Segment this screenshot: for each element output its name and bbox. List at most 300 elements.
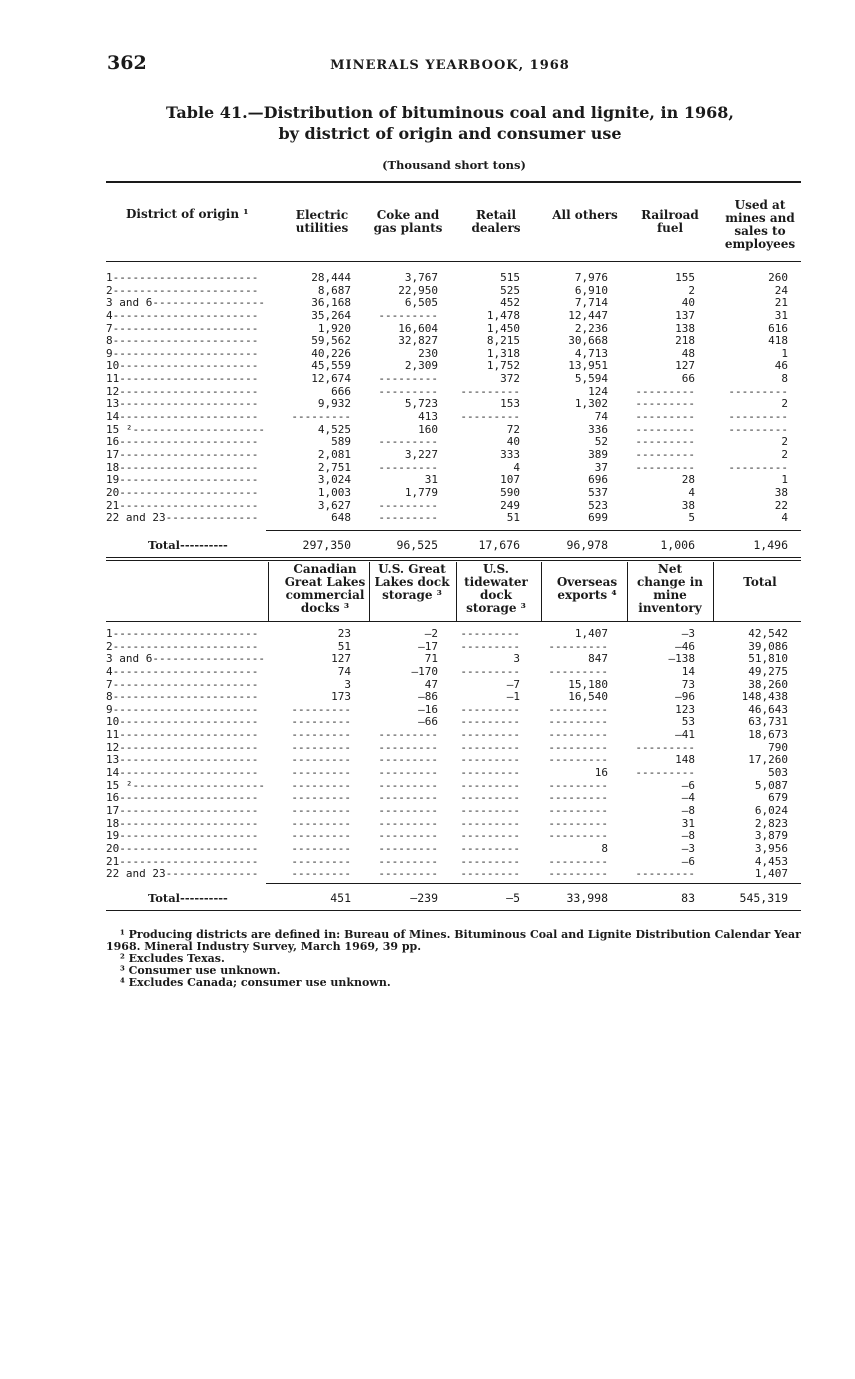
bottom-cell: —2 — [424, 627, 438, 640]
top-cell: 8 — [781, 372, 788, 386]
total-cell: 33,998 — [566, 891, 608, 905]
top-cell: 74 — [594, 410, 608, 424]
total-cell: —239 — [410, 891, 438, 905]
total-cell: —5 — [506, 891, 520, 905]
bottom-cell: 679 — [768, 791, 788, 805]
top-cell: 59,562 — [311, 334, 351, 348]
row-label: 22 and 23-------------- — [106, 868, 259, 881]
top-header-rule — [106, 261, 801, 262]
bottom-cell: --------- — [460, 816, 520, 830]
top-cell: --------- — [635, 447, 695, 461]
top-cell: --------- — [728, 384, 788, 398]
top-cell: --------- — [378, 372, 438, 386]
bottom-cell: --------- — [378, 778, 438, 792]
table-row — [106, 373, 801, 386]
footnote-3: ³ Consumer use unknown. — [120, 964, 281, 977]
bottom-cell: —66 — [418, 715, 438, 729]
table-row — [106, 436, 801, 449]
bottom-cell: 49,275 — [748, 664, 788, 678]
bottom-cell: --------- — [548, 740, 608, 754]
bottom-cell: --------- — [460, 854, 520, 868]
row-label: 11--------------------- — [106, 729, 259, 742]
row-label: 3 and 6----------------- — [106, 297, 265, 310]
row-label: 13--------------------- — [106, 754, 259, 767]
top-cell: 31 — [424, 473, 438, 487]
top-cell: 40 — [681, 296, 695, 310]
top-cell: --------- — [378, 384, 438, 398]
top-cell: 1,302 — [574, 397, 608, 411]
top-cell: 333 — [500, 447, 520, 461]
bottom-cell: --------- — [291, 740, 351, 754]
table-row — [106, 716, 801, 729]
bottom-cell: 4,453 — [754, 854, 788, 868]
col-header-coke-gas: Coke and gas plants — [373, 208, 443, 235]
bottom-cell: --------- — [460, 766, 520, 780]
table-row — [106, 424, 801, 437]
top-cell: --------- — [460, 384, 520, 398]
bottom-cell: --------- — [291, 778, 351, 792]
top-cell: 525 — [500, 283, 520, 297]
row-label: 14--------------------- — [106, 767, 259, 780]
bottom-cell: 73 — [681, 677, 695, 691]
top-cell: --------- — [378, 308, 438, 322]
top-cell: 38 — [681, 498, 695, 512]
top-cell: 38 — [774, 485, 788, 499]
bottom-cell: —138 — [668, 652, 695, 666]
row-label: 4---------------------- — [106, 665, 259, 678]
top-cell: 1,920 — [317, 321, 351, 335]
bottom-cell: 3,956 — [754, 841, 788, 855]
top-cell: 249 — [500, 498, 520, 512]
col-header-retail-dealers: Retail dealers — [471, 208, 521, 235]
bottom-cell: 1,407 — [754, 867, 788, 881]
top-cell: --------- — [635, 410, 695, 424]
total-cell: 297,350 — [302, 538, 351, 552]
col-header-railroad-fuel: Railroad fuel — [641, 208, 699, 235]
top-cell: 4 — [781, 511, 788, 525]
bottom-end-rule — [106, 910, 801, 911]
top-cell: 7,714 — [574, 296, 608, 310]
top-cell: 8,687 — [317, 283, 351, 297]
bottom-cell: —6 — [681, 854, 695, 868]
table-title-line-1: Table 41.—Distribution of bituminous coal and lignite, in 1968, — [166, 103, 734, 122]
row-label: 3 and 6----------------- — [106, 653, 265, 666]
col-header-net-change: Net change in mine inventory — [636, 562, 704, 615]
table-row — [106, 449, 801, 462]
bottom-cell: —86 — [418, 690, 438, 704]
bottom-cell: --------- — [460, 791, 520, 805]
table-row — [106, 628, 801, 641]
bottom-cell: --------- — [635, 867, 695, 881]
bottom-cell: --------- — [291, 803, 351, 817]
bottom-cell: —3 — [681, 841, 695, 855]
table-row — [106, 679, 801, 692]
top-cell: 36,168 — [311, 296, 351, 310]
bottom-table-body — [106, 628, 801, 881]
row-label: 18--------------------- — [106, 817, 259, 830]
top-cell: 230 — [418, 346, 438, 360]
bottom-cell: 38,260 — [748, 677, 788, 691]
page-number: 362 — [107, 52, 147, 74]
col-header-all-others: All others — [552, 208, 618, 222]
table-row — [106, 500, 801, 513]
column-separator — [713, 562, 714, 621]
top-cell: 4 — [688, 485, 695, 499]
top-cell: --------- — [635, 384, 695, 398]
table-row — [106, 792, 801, 805]
bottom-cell: --------- — [378, 728, 438, 742]
row-label: 1---------------------- — [106, 628, 259, 640]
col-header-canadian-docks: Canadian Great Lakes commercial docks ³ — [284, 562, 366, 615]
column-separator — [268, 562, 269, 621]
bottom-cell: --------- — [548, 715, 608, 729]
bottom-cell: --------- — [460, 740, 520, 754]
table-row — [106, 285, 801, 298]
row-label: 16--------------------- — [106, 436, 259, 449]
bottom-cell: 63,731 — [748, 715, 788, 729]
bottom-cell: --------- — [378, 740, 438, 754]
top-cell: --------- — [635, 422, 695, 436]
bottom-cell: 127 — [331, 652, 351, 666]
bottom-cell: --------- — [291, 791, 351, 805]
bottom-cell: 16,540 — [568, 690, 608, 704]
bottom-cell: --------- — [378, 766, 438, 780]
bottom-cell: —7 — [506, 677, 520, 691]
top-cell: 24 — [774, 283, 788, 297]
col-header-total: Total — [743, 575, 777, 589]
table-row — [106, 386, 801, 399]
top-cell: 66 — [681, 372, 695, 386]
table-unit: (Thousand short tons) — [382, 158, 526, 172]
top-cell: 40,226 — [311, 346, 351, 360]
table-row — [106, 856, 801, 869]
bottom-cell: --------- — [460, 753, 520, 767]
top-cell: 51 — [506, 511, 520, 525]
col-header-us-tidewater: U.S. tidewater dock storage ³ — [464, 562, 528, 615]
top-cell: --------- — [378, 511, 438, 525]
top-cell: 537 — [588, 485, 608, 499]
bottom-cell: --------- — [548, 728, 608, 742]
total-cell: 96,525 — [396, 538, 438, 552]
top-cell: 5,723 — [404, 397, 438, 411]
table-row — [106, 297, 801, 310]
column-separator — [456, 562, 457, 621]
bottom-cell: --------- — [460, 803, 520, 817]
bottom-cell: --------- — [548, 778, 608, 792]
table-row — [106, 729, 801, 742]
top-cell: 1,779 — [404, 485, 438, 499]
bottom-cell: --------- — [460, 778, 520, 792]
bottom-cell: 15,180 — [568, 677, 608, 691]
table-row — [106, 335, 801, 348]
top-cell: 22,950 — [398, 283, 438, 297]
top-cell: 523 — [588, 498, 608, 512]
row-label: 18--------------------- — [106, 461, 259, 474]
top-cell: 16,604 — [398, 321, 438, 335]
row-label: 10--------------------- — [106, 360, 259, 373]
bottom-cell: 173 — [331, 690, 351, 704]
bottom-cell: --------- — [378, 753, 438, 767]
bottom-cell: —4 — [681, 791, 695, 805]
row-label: 12--------------------- — [106, 741, 259, 754]
table-row — [106, 666, 801, 679]
bottom-cell: --------- — [378, 791, 438, 805]
bottom-cell: --------- — [548, 791, 608, 805]
row-label: 11--------------------- — [106, 373, 259, 386]
bottom-cell: 17,260 — [748, 753, 788, 767]
col-header-used-at-mines: Used at mines and sales to employees — [724, 198, 796, 251]
total-cell: 1,006 — [660, 538, 695, 552]
col-header-overseas-exports: Overseas exports ⁴ — [556, 575, 618, 602]
top-cell: 3,767 — [404, 271, 438, 284]
bottom-cell: --------- — [460, 829, 520, 843]
bottom-cell: --------- — [635, 766, 695, 780]
row-label: 15 ²-------------------- — [106, 423, 265, 436]
table-row — [106, 411, 801, 424]
table-row — [106, 512, 801, 525]
row-label: 15 ²-------------------- — [106, 779, 265, 792]
bottom-cell: 31 — [681, 816, 695, 830]
top-cell: 124 — [588, 384, 608, 398]
top-cell: 127 — [675, 359, 695, 373]
table-row — [106, 272, 801, 285]
bottom-cell: --------- — [548, 639, 608, 653]
bottom-cell: —3 — [681, 627, 695, 640]
top-cell: --------- — [635, 460, 695, 474]
top-cell: 666 — [331, 384, 351, 398]
table-row — [106, 398, 801, 411]
bottom-cell: --------- — [460, 841, 520, 855]
top-cell: 72 — [506, 422, 520, 436]
bottom-cell: 71 — [424, 652, 438, 666]
top-cell: 648 — [331, 511, 351, 525]
top-cell: 6,910 — [574, 283, 608, 297]
table-row — [106, 704, 801, 717]
bottom-cell: —6 — [681, 778, 695, 792]
table-row — [106, 653, 801, 666]
top-cell: 2,751 — [317, 460, 351, 474]
top-cell: 107 — [500, 473, 520, 487]
top-cell: --------- — [635, 397, 695, 411]
table-row — [106, 360, 801, 373]
row-label: 20--------------------- — [106, 842, 259, 855]
top-cell: 5 — [688, 511, 695, 525]
bottom-cell: —41 — [675, 728, 695, 742]
top-cell: 3,227 — [404, 447, 438, 461]
row-label: 12--------------------- — [106, 385, 259, 398]
row-label: 17--------------------- — [106, 448, 259, 461]
table-row — [106, 843, 801, 856]
top-cell: --------- — [378, 435, 438, 449]
bottom-cell: --------- — [378, 816, 438, 830]
bottom-cell: 3 — [513, 652, 520, 666]
top-total-row — [106, 538, 801, 552]
bottom-cell: 3,879 — [754, 829, 788, 843]
top-cell: 336 — [588, 422, 608, 436]
top-cell: --------- — [728, 460, 788, 474]
bottom-cell: --------- — [460, 639, 520, 653]
table-row — [106, 310, 801, 323]
row-label: 8---------------------- — [106, 335, 259, 348]
table-row — [106, 323, 801, 336]
col-header-us-great-lakes: U.S. Great Lakes dock storage ³ — [374, 562, 450, 602]
bottom-cell: —96 — [675, 690, 695, 704]
top-cell: 5,594 — [574, 372, 608, 386]
bottom-cell: 39,086 — [748, 639, 788, 653]
top-cell: --------- — [378, 498, 438, 512]
total-cell: 451 — [330, 891, 351, 905]
bottom-cell: 123 — [675, 702, 695, 716]
bottom-cell: --------- — [291, 854, 351, 868]
bottom-cell: 46,643 — [748, 702, 788, 716]
table-row — [106, 754, 801, 767]
row-label: 9---------------------- — [106, 347, 259, 360]
running-head: MINERALS YEARBOOK, 1968 — [330, 58, 570, 73]
bottom-cell: --------- — [460, 627, 520, 640]
bottom-cell: --------- — [378, 854, 438, 868]
top-cell: 155 — [675, 271, 695, 284]
total-cell: 545,319 — [739, 891, 788, 905]
row-header: District of origin ¹ — [126, 207, 249, 221]
top-cell: 2 — [781, 447, 788, 461]
bottom-cell: 51 — [337, 639, 351, 653]
top-cell: 9,932 — [317, 397, 351, 411]
bottom-cell: 18,673 — [748, 728, 788, 742]
total-cell: 17,676 — [478, 538, 520, 552]
top-cell: 160 — [418, 422, 438, 436]
top-cell: 696 — [588, 473, 608, 487]
top-cell: 1,450 — [486, 321, 520, 335]
bottom-cell: 503 — [768, 766, 788, 780]
top-cell: 515 — [500, 271, 520, 284]
top-cell: 1 — [781, 473, 788, 487]
row-label: 14--------------------- — [106, 411, 259, 424]
column-separator — [369, 562, 370, 621]
top-cell: 699 — [588, 511, 608, 525]
top-cell: 28 — [681, 473, 695, 487]
row-label: 21--------------------- — [106, 855, 259, 868]
bottom-cell: —46 — [675, 639, 695, 653]
bottom-cell: 23 — [337, 627, 351, 640]
bottom-cell: 847 — [588, 652, 608, 666]
row-label: 19--------------------- — [106, 830, 259, 843]
bottom-cell: 2,823 — [754, 816, 788, 830]
row-label: 7---------------------- — [106, 678, 259, 691]
top-cell: 2,236 — [574, 321, 608, 335]
row-label: 13--------------------- — [106, 398, 259, 411]
top-cell: 3,024 — [317, 473, 351, 487]
bottom-cell: 16 — [594, 766, 608, 780]
top-cell: 1,478 — [486, 308, 520, 322]
row-label: 20--------------------- — [106, 486, 259, 499]
row-label: 4---------------------- — [106, 309, 259, 322]
bottom-cell: —16 — [418, 702, 438, 716]
top-cell: 6,505 — [404, 296, 438, 310]
top-cell: 372 — [500, 372, 520, 386]
table-row — [106, 348, 801, 361]
bottom-cell: --------- — [460, 664, 520, 678]
row-label: 22 and 23-------------- — [106, 512, 259, 525]
total-cell: 96,978 — [566, 538, 608, 552]
bottom-cell: --------- — [291, 715, 351, 729]
top-cell: 1,003 — [317, 485, 351, 499]
top-cell: 452 — [500, 296, 520, 310]
footnote-1: ¹ Producing districts are defined in: Bureau of Mines. Bituminous Coal and Lignite Distribution Calendar Year 1968. Mineral Industry Survey, March 1969, 39 pp. — [106, 928, 801, 953]
top-cell: 31 — [774, 308, 788, 322]
row-label: 2---------------------- — [106, 640, 259, 653]
bottom-cell: --------- — [291, 829, 351, 843]
bottom-cell: --------- — [291, 766, 351, 780]
bottom-cell: --------- — [460, 728, 520, 742]
top-cell: 616 — [768, 321, 788, 335]
footnote-4: ⁴ Excludes Canada; consumer use unknown. — [120, 976, 391, 989]
bottom-cell: --------- — [378, 803, 438, 817]
top-cell: 418 — [768, 334, 788, 348]
top-cell: 1,752 — [486, 359, 520, 373]
table-row — [106, 474, 801, 487]
bottom-cell: --------- — [548, 829, 608, 843]
total-cell: 1,496 — [753, 538, 788, 552]
row-label: 8---------------------- — [106, 691, 259, 704]
row-label: 17--------------------- — [106, 804, 259, 817]
bottom-cell: 1,407 — [574, 627, 608, 640]
bottom-cell: --------- — [291, 702, 351, 716]
top-cell: 46 — [774, 359, 788, 373]
col-header-electric-utilities: Electric utilities — [295, 208, 349, 235]
bottom-cell: --------- — [460, 867, 520, 881]
top-cell: 2 — [781, 435, 788, 449]
table-row — [106, 462, 801, 475]
table-row — [106, 641, 801, 654]
table-row — [106, 868, 801, 881]
bottom-cell: —170 — [411, 664, 438, 678]
table-row — [106, 691, 801, 704]
bottom-total-rule — [266, 883, 801, 884]
row-label: 1---------------------- — [106, 272, 259, 284]
row-label: 21--------------------- — [106, 499, 259, 512]
bottom-cell: --------- — [548, 664, 608, 678]
top-cell: 218 — [675, 334, 695, 348]
top-cell: 3,627 — [317, 498, 351, 512]
row-label: 7---------------------- — [106, 322, 259, 335]
bottom-cell: --------- — [548, 854, 608, 868]
bottom-cell: 51,810 — [748, 652, 788, 666]
top-cell: 389 — [588, 447, 608, 461]
bottom-cell: --------- — [548, 816, 608, 830]
top-cell: 52 — [594, 435, 608, 449]
top-table-body — [106, 272, 801, 525]
top-cell: --------- — [728, 422, 788, 436]
top-cell: 153 — [500, 397, 520, 411]
top-cell: 589 — [331, 435, 351, 449]
top-cell: 138 — [675, 321, 695, 335]
column-separator — [627, 562, 628, 621]
top-cell: --------- — [635, 435, 695, 449]
bottom-cell: —8 — [681, 803, 695, 817]
bottom-cell: --------- — [460, 715, 520, 729]
top-cell: 48 — [681, 346, 695, 360]
row-label: 9---------------------- — [106, 703, 259, 716]
bottom-cell: --------- — [291, 841, 351, 855]
top-cell: 1,318 — [486, 346, 520, 360]
bottom-cell: 47 — [424, 677, 438, 691]
bottom-cell: --------- — [378, 867, 438, 881]
table-row — [106, 805, 801, 818]
bottom-cell: —8 — [681, 829, 695, 843]
top-cell: 137 — [675, 308, 695, 322]
bottom-cell: —1 — [506, 690, 520, 704]
bottom-cell: --------- — [291, 816, 351, 830]
